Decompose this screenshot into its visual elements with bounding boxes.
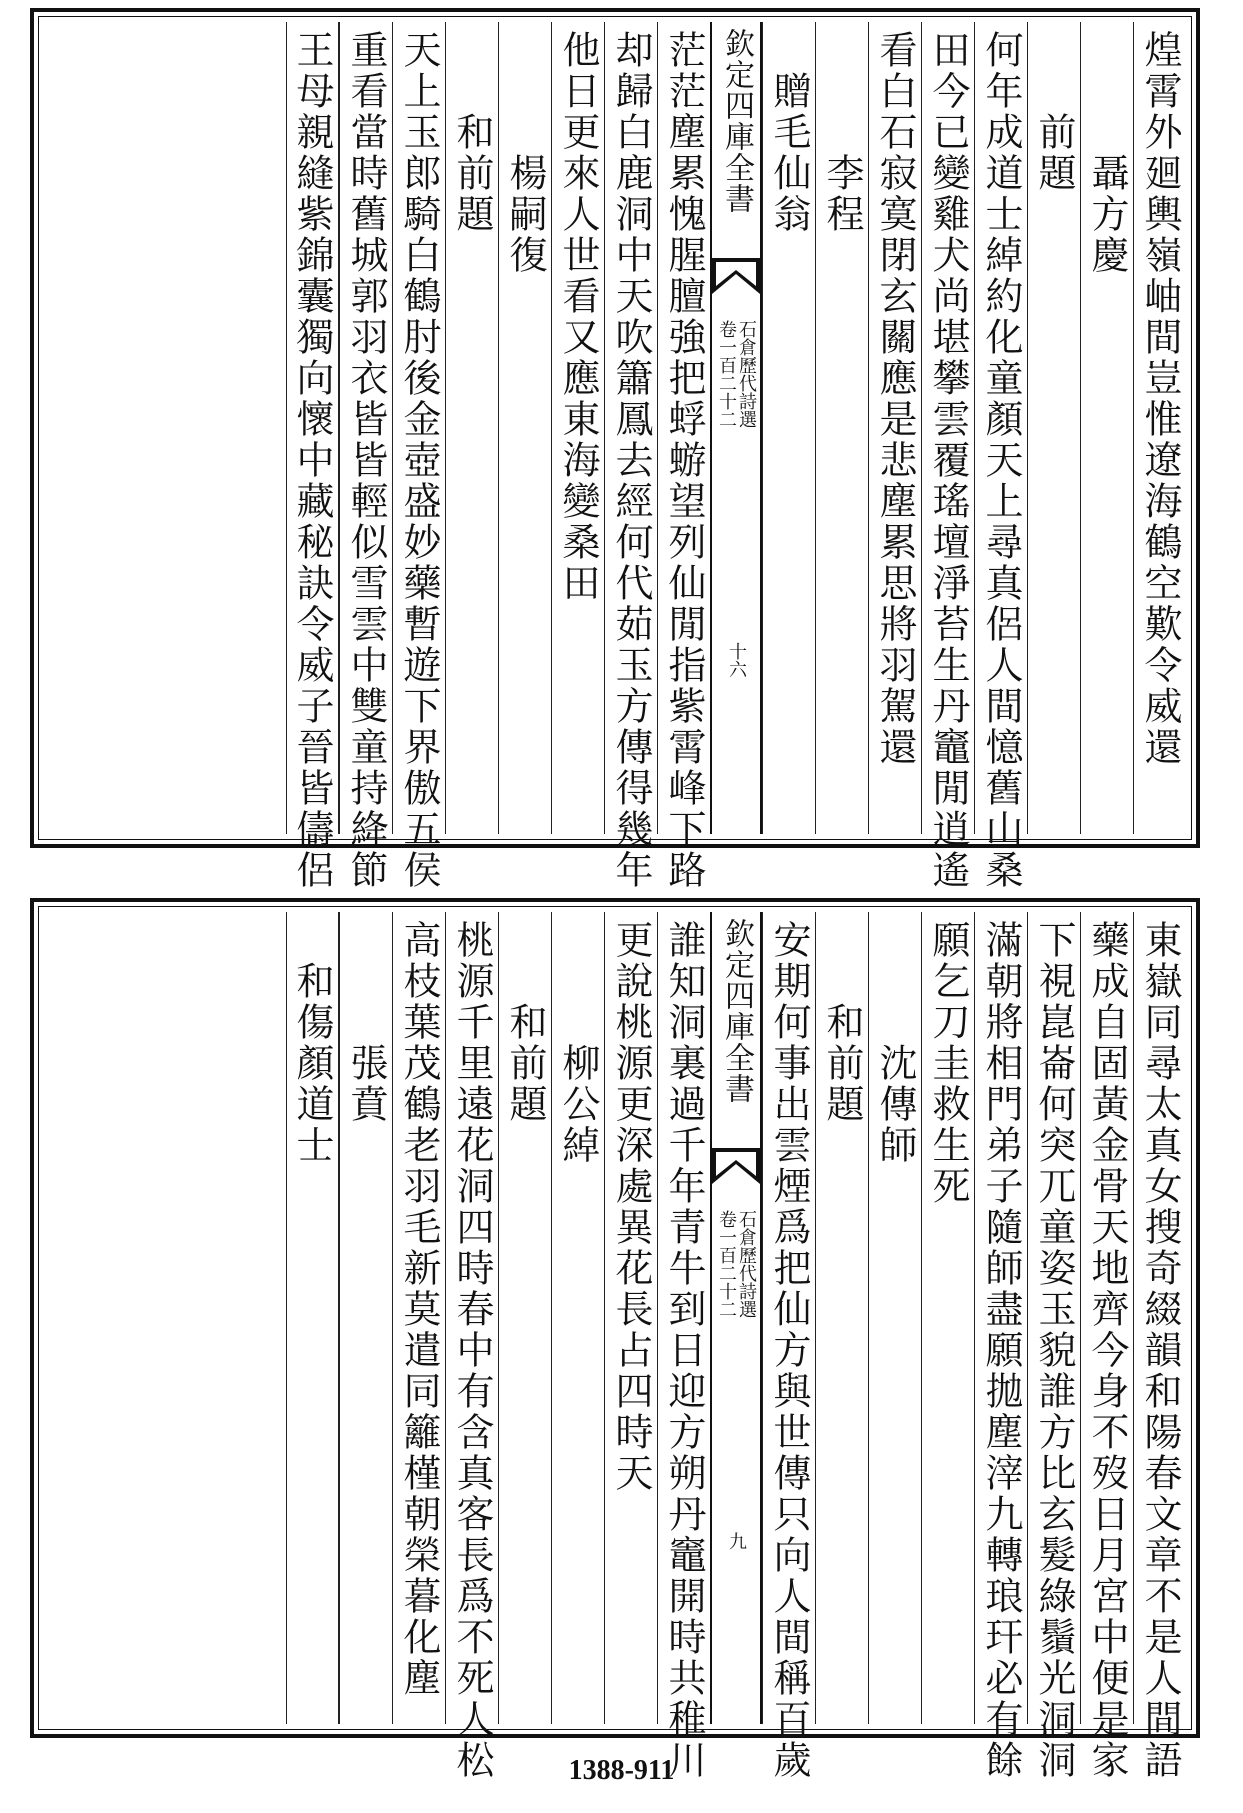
column-text: 誰知洞裏過千年青牛到日迎方朔丹竈開時共稚川 bbox=[662, 920, 706, 1781]
text-column bbox=[1027, 912, 1080, 1781]
book-title: 欽定四庫全書 bbox=[719, 28, 754, 214]
column-text: 茫茫塵累愧腥膻強把蜉蝣望列仙閒指紫霄峰下路 bbox=[662, 30, 706, 891]
book-subtitle: 石倉歷代詩選 bbox=[736, 320, 757, 428]
column-text: 天上玉郎騎白鶴肘後金壺盛妙藥暫遊下界傲五侯 bbox=[397, 30, 441, 891]
text-column bbox=[974, 22, 1027, 891]
volume-number: 卷一百二十二 bbox=[716, 320, 737, 428]
column-text: 下視崑崙何突兀童姿玉貌誰方比玄髮綠鬚光洞洞 bbox=[1032, 920, 1076, 1781]
column-text: 安期何事出雲煙爲把仙方與世傳只向人間稱百歲 bbox=[767, 920, 811, 1781]
column-text: 東嶽同尋太真女搜奇綴韻和陽春文章不是人間語 bbox=[1138, 920, 1182, 1781]
text-column bbox=[445, 912, 498, 1781]
book-title: 欽定四庫全書 bbox=[719, 918, 754, 1104]
text-column bbox=[498, 912, 551, 1724]
page-number: 十六 bbox=[726, 642, 747, 678]
top-page-columns bbox=[44, 22, 1186, 891]
text-column bbox=[657, 912, 710, 1781]
book-subtitle: 石倉歷代詩選 bbox=[736, 1210, 757, 1318]
column-text: 前題 bbox=[1032, 112, 1076, 194]
column-text: 煌霄外廻輿嶺岫間豈惟遼海鶴空歎令威還 bbox=[1138, 30, 1182, 768]
text-column bbox=[1080, 22, 1133, 834]
text-column bbox=[498, 22, 551, 834]
column-text: 却歸白鹿洞中天吹簫鳳去經何代茹玉方傳得幾年 bbox=[609, 30, 653, 891]
column-text: 重看當時舊城郭羽衣皆皆輕似雪雲中雙童持絳節 bbox=[344, 30, 388, 891]
column-text: 張賁 bbox=[344, 1043, 388, 1125]
column-text: 和前題 bbox=[503, 1002, 547, 1125]
fish-tail-icon bbox=[712, 1144, 760, 1192]
column-text: 田今已變雞犬尚堪攀雲覆瑤壇淨苔生丹竈閒逍遙 bbox=[926, 30, 970, 891]
text-column bbox=[974, 912, 1027, 1781]
center-band bbox=[710, 912, 762, 1724]
text-column bbox=[339, 912, 392, 1724]
text-column bbox=[604, 22, 657, 891]
column-text: 桃源千里遠花洞四時春中有含真客長爲不死人松 bbox=[450, 920, 494, 1781]
column-text: 願乞刀圭救生死 bbox=[926, 920, 970, 1207]
text-column bbox=[1027, 22, 1080, 834]
column-text: 高枝葉茂鶴老羽毛新莫遣同籬槿朝榮暮化塵 bbox=[397, 920, 441, 1699]
column-text: 看白石寂寞閉玄關應是悲塵累思將羽駕還 bbox=[873, 30, 917, 768]
text-column bbox=[657, 22, 710, 891]
text-column bbox=[392, 22, 445, 891]
column-text: 李程 bbox=[820, 153, 864, 235]
text-column bbox=[921, 22, 974, 891]
text-column bbox=[286, 22, 339, 891]
center-band bbox=[710, 22, 762, 834]
column-text: 沈傳師 bbox=[873, 1043, 917, 1166]
page-number: 九 bbox=[726, 1532, 747, 1550]
text-column bbox=[762, 912, 815, 1781]
text-column bbox=[921, 912, 974, 1724]
column-text: 何年成道士綽約化童顏天上尋真侶人間憶舊山桑 bbox=[979, 30, 1023, 891]
text-column bbox=[445, 22, 498, 834]
column-text: 聶方慶 bbox=[1085, 153, 1129, 276]
column-text: 和傷顏道士 bbox=[290, 961, 334, 1166]
text-column bbox=[551, 22, 604, 834]
top-page-frame bbox=[30, 8, 1200, 891]
text-column bbox=[815, 22, 868, 834]
column-text: 更說桃源更深處異花長占四時天 bbox=[609, 920, 653, 1494]
text-column bbox=[286, 912, 339, 1724]
volume-number: 卷一百二十二 bbox=[716, 1210, 737, 1318]
column-text: 滿朝將相門弟子隨師盡願拋塵滓九轉琅玕必有餘 bbox=[979, 920, 1023, 1781]
text-column bbox=[392, 912, 445, 1724]
column-text: 和前題 bbox=[450, 112, 494, 235]
column-text: 他日更來人世看又應東海變桑田 bbox=[556, 30, 600, 604]
text-column bbox=[1133, 912, 1186, 1781]
text-column bbox=[868, 912, 921, 1724]
column-text: 和前題 bbox=[820, 1002, 864, 1125]
text-column bbox=[551, 912, 604, 1724]
text-column bbox=[1080, 912, 1133, 1781]
column-text: 王母親縫紫錦囊獨向懷中藏秘訣令威子晉皆儔侶 bbox=[290, 30, 334, 891]
text-column bbox=[868, 22, 921, 834]
column-text: 楊嗣復 bbox=[503, 153, 547, 276]
column-text: 柳公綽 bbox=[556, 1043, 600, 1166]
text-column bbox=[1133, 22, 1186, 834]
text-column bbox=[339, 22, 392, 891]
fish-tail-icon bbox=[712, 254, 760, 302]
column-text: 藥成自固黃金骨天地齊今身不歿日月宮中便是家 bbox=[1085, 920, 1129, 1781]
catalog-number: 1388-911 bbox=[568, 1755, 675, 1786]
text-column bbox=[815, 912, 868, 1724]
column-text: 贈毛仙翁 bbox=[767, 71, 811, 235]
text-column bbox=[604, 912, 657, 1724]
text-column bbox=[762, 22, 815, 834]
